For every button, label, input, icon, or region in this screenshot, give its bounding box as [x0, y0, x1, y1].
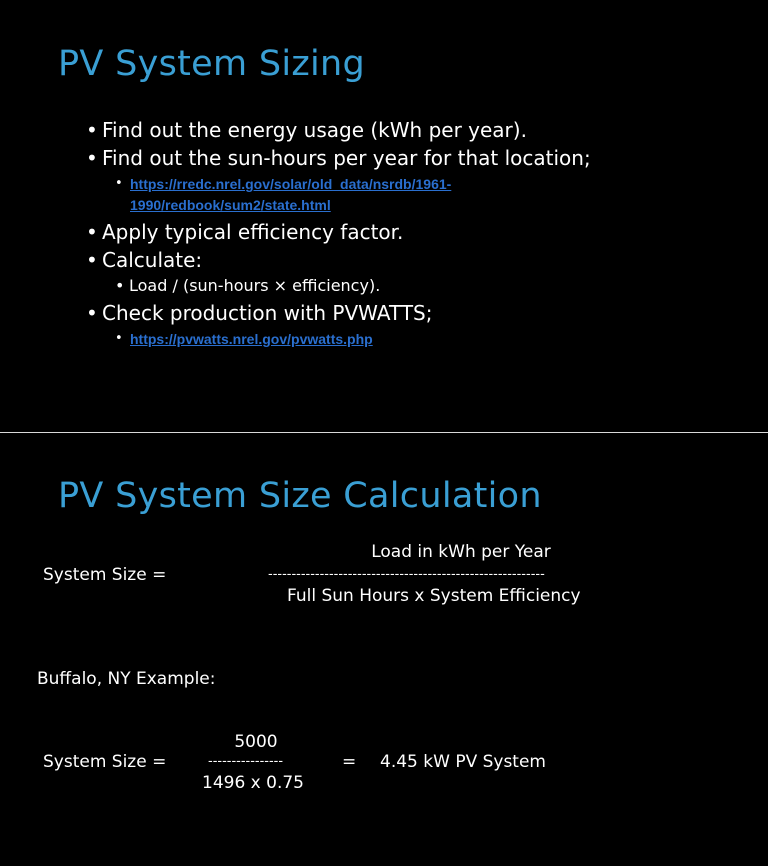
bullet-text: Find out the energy usage (kWh per year).	[102, 118, 527, 142]
bullet-text: Find out the sun-hours per year for that location;	[102, 146, 591, 170]
bullet-dot: •	[86, 248, 98, 272]
bullet-dot: •	[86, 301, 98, 325]
bullet-efficiency	[86, 220, 403, 244]
sub-bullet-dot: •	[115, 331, 123, 346]
sub-bullet-formula	[115, 276, 380, 295]
example-fraction-line: ----------------	[208, 754, 284, 769]
nsrdb-link-line-1[interactable]: https://rredc.nrel.gov/solar/old_data/nsrdb/1961-	[130, 176, 452, 192]
slide-title: PV System Sizing	[58, 44, 366, 84]
slide-pv-system-sizing	[0, 0, 768, 432]
sub-bullet-dot: •	[115, 176, 123, 191]
bullet-dot: •	[86, 118, 98, 142]
bullet-text: Check production with PVWATTS;	[102, 301, 433, 325]
bullet-calculate	[86, 248, 202, 272]
sub-bullet-text: Load / (sun-hours × efficiency).	[129, 276, 381, 295]
slide-title: PV System Size Calculation	[58, 476, 542, 516]
nsrdb-link-line-2[interactable]: 1990/redbook/sum2/state.html	[130, 197, 331, 213]
pvwatts-link[interactable]	[130, 329, 373, 350]
bullet-text: Apply typical efficiency factor.	[102, 220, 404, 244]
slide-pv-system-size-calculation	[0, 434, 768, 866]
example-equals: =	[342, 752, 357, 772]
formula-numerator: Load in kWh per Year	[371, 542, 551, 562]
formula-fraction-line: -----------------------------------------------------------	[268, 567, 545, 582]
bullet-dot: •	[115, 276, 125, 295]
example-heading: Buffalo, NY Example:	[37, 669, 216, 689]
formula-label: System Size =	[43, 565, 167, 585]
slide-divider	[0, 432, 768, 433]
bullet-energy-usage	[86, 118, 527, 142]
bullet-dot: •	[86, 220, 98, 244]
pvwatts-link-text[interactable]: https://pvwatts.nrel.gov/pvwatts.php	[130, 331, 373, 347]
bullet-dot: •	[86, 146, 98, 170]
example-result: 4.45 kW PV System	[380, 752, 546, 772]
bullet-text: Calculate:	[102, 248, 203, 272]
example-denominator: 1496 x 0.75	[202, 773, 304, 793]
nsrdb-link[interactable]	[130, 174, 451, 216]
formula-denominator: Full Sun Hours x System Efficiency	[287, 586, 581, 606]
example-numerator: 5000	[234, 732, 278, 752]
bullet-pvwatts	[86, 301, 433, 325]
bullet-sun-hours	[86, 146, 591, 170]
example-label: System Size =	[43, 752, 167, 772]
